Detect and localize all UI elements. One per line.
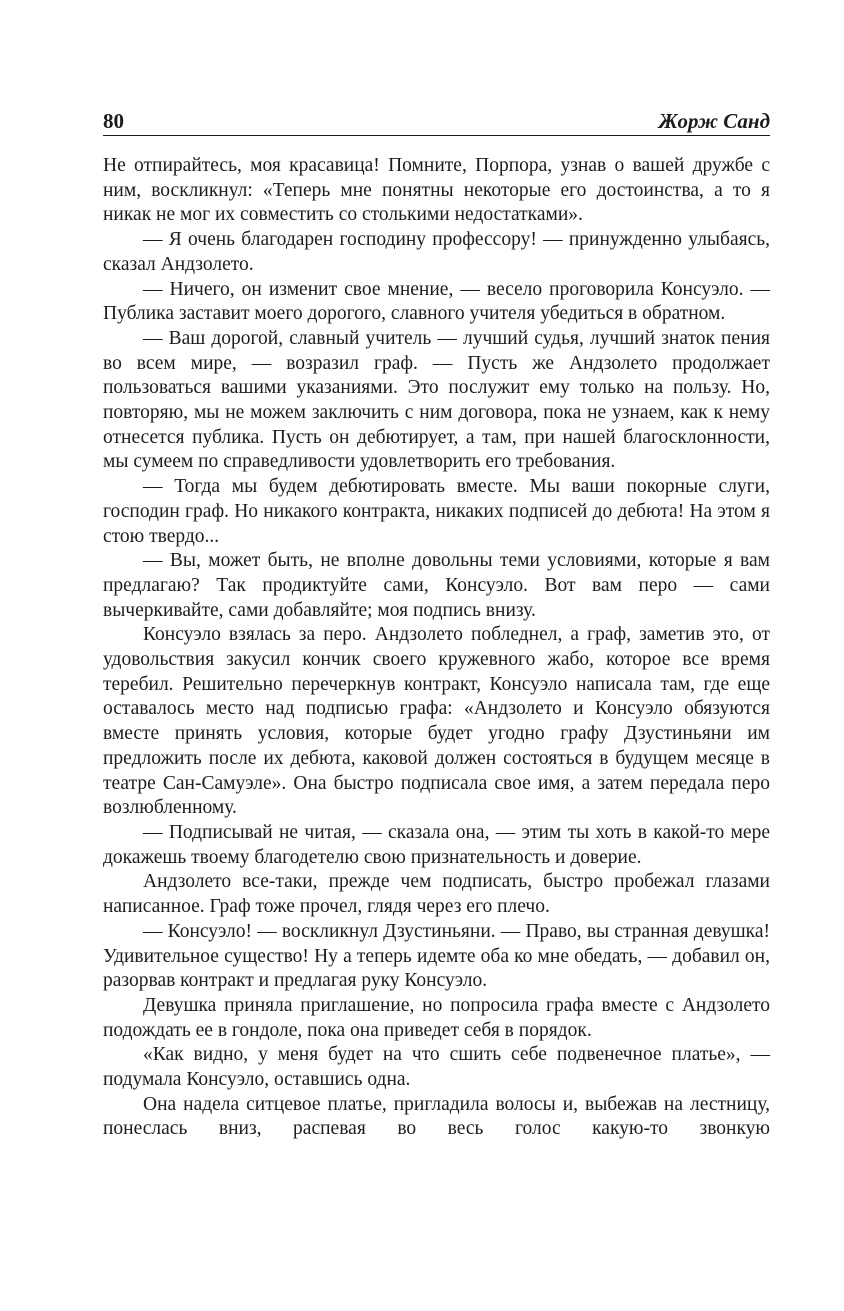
- body-text: [103, 154, 770, 1142]
- paragraph: — Я очень благодарен господину профессору! — принужденно улыбаясь, сказал Андзолето.: [103, 229, 770, 275]
- paragraph: Андзолето все-таки, прежде чем подписать, быстро пробежал глазами написанное. Граф тоже прочел, глядя через его плечо.: [103, 871, 770, 918]
- paragraph: — Подписывай не читая, — сказала она, — этим ты хоть в какой-то мере докажешь твоему благодетелю свою признательность и доверие.: [103, 821, 770, 868]
- paragraph: — Тогда мы будем дебютировать вместе. Мы ваши покорные слуги, господин граф. Но никакого контракта, никаких подписей до дебюта! На этом я стою твердо...: [103, 476, 770, 547]
- page-number: 80: [103, 109, 124, 133]
- paragraph: Не отпирайтесь, моя красавица! Помните, Порпора, узнав о вашей дружбе с ним, воскликнул: «Теперь мне понятны некоторые его достоинства, а то я никак не мог их совместить со столькими недостатками».: [103, 155, 770, 226]
- paragraph: Она надела ситцевое платье, пригладила волосы и, выбежав на лестницу, понеслась вниз, распевая во весь голос какую-то звонкую: [103, 1093, 770, 1140]
- paragraph: — Вы, может быть, не вполне довольны теми условиями, которые я вам предлагаю? Так продиктуйте сами, Консуэло. Вот вам перо — сами вычеркивайте, сами добавляйте; моя подпись внизу.: [103, 550, 770, 621]
- book-page: [103, 109, 770, 1142]
- paragraph: Консуэло взялась за перо. Андзолето побледнел, а граф, заметив это, от удовольствия закусил кончик своего кружевного жабо, которое все время теребил. Решительно перечеркнув контракт, Консуэло написала там, где еще оставалось место над подписью графа: «Андзолето и Консуэло обязуются вместе принять условия, которые будет угодно графу Дзустиньяни им предложить после их дебюта, каковой должен состояться в будущем месяце в театре Сан-Самуэле». Она быстро подписала свое имя, а затем передала перо возлюбленному.: [103, 624, 770, 819]
- paragraph: — Ваш дорогой, славный учитель — лучший судья, лучший знаток пения во всем мире, — возразил граф. — Пусть же Андзолето продолжает пользоваться вашими указаниями. Это послужит ему только на пользу. Но, повторяю, мы не можем заключить с ним договора, пока не узнаем, как к нему отнесется публика. Пусть он дебютирует, а там, при нашей благосклонности, мы сумеем по справедливости удовлетворить его требования.: [103, 327, 770, 473]
- paragraph: Девушка приняла приглашение, но попросила графа вместе с Андзолето подождать ее в гондоле, пока она приведет себя в порядок.: [103, 994, 770, 1041]
- running-head: [103, 109, 770, 136]
- paragraph: — Ничего, он изменит свое мнение, — весело проговорила Консуэло. — Публика заставит моего дорогого, славного учителя убедиться в обратном.: [103, 278, 770, 325]
- paragraph: — Консуэло! — воскликнул Дзустиньяни. — Право, вы странная девушка! Удивительное существо! Ну а теперь идемте оба ко мне обедать, — добавил он, разорвав контракт и предлагая руку Консуэло.: [103, 920, 770, 992]
- book-author: Жорж Санд: [658, 109, 770, 133]
- paragraph: «Как видно, у меня будет на что сшить себе подвенечное платье», — подумала Консуэло, оставшись одна.: [103, 1044, 770, 1091]
